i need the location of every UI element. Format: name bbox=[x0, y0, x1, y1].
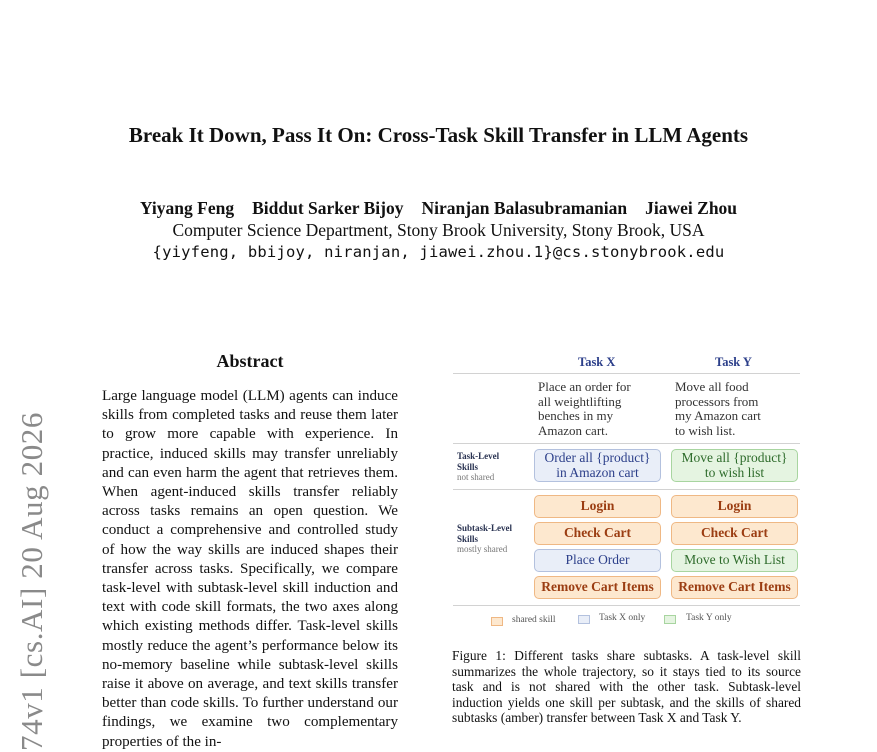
author-name: Biddut Sarker Bijoy bbox=[252, 198, 404, 218]
figure-divider bbox=[453, 605, 800, 606]
task-x-subtask-skill: Login bbox=[534, 495, 661, 518]
legend-label: Task X only bbox=[599, 613, 646, 623]
author-name: Jiawei Zhou bbox=[645, 198, 738, 218]
task-y-swatch bbox=[664, 615, 676, 624]
figure-caption: Figure 1: Different tasks share subtasks. A task-level skill summarizes the whole trajectory, so it stays tied to its source task and is not shared with the other task. Subtask-level induction yields one skill per subtask, and the skills of shared subtasks (amber) transfer between Task X and Task Y. bbox=[452, 648, 801, 726]
author-name: Yiyang Feng bbox=[139, 198, 235, 218]
task-level-row-label: Task-Level Skills not shared bbox=[457, 451, 500, 482]
legend-label: shared skill bbox=[512, 615, 556, 625]
figure-divider bbox=[453, 373, 800, 374]
abstract-heading: Abstract bbox=[216, 351, 284, 371]
legend-label: Task Y only bbox=[686, 613, 732, 623]
task-x-subtask-skill: Remove Cart Items bbox=[534, 576, 661, 599]
task-x-description: Place an order for all weightlifting benches in my Amazon cart. bbox=[538, 379, 631, 438]
figure-divider bbox=[453, 443, 800, 444]
author-emails: {yiyfeng, bbijoy, niranjan, jiawei.zhou.1}@cs.stonybrook.edu bbox=[152, 243, 725, 261]
paper-title: Break It Down, Pass It On: Cross-Task Skill Transfer in LLM Agents bbox=[128, 123, 749, 147]
task-x-subtask-skill: Check Cart bbox=[534, 522, 661, 545]
affiliation: Computer Science Department, Stony Brook University, Stony Brook, USA bbox=[172, 220, 705, 240]
task-y-subtask-skill: Move to Wish List bbox=[671, 549, 798, 572]
task-y-header: Task Y bbox=[715, 355, 752, 369]
subtask-level-sublabel: mostly shared bbox=[457, 544, 508, 554]
task-y-task-level-skill: Move all {product} to wish list bbox=[671, 449, 798, 482]
author-list bbox=[0, 198, 877, 219]
task-x-swatch bbox=[578, 615, 590, 624]
task-y-description: Move all food processors from my Amazon cart to wish list. bbox=[675, 379, 761, 438]
abstract-body: Large language model (LLM) agents can induce skills from completed tasks and reuse them later to grow more capable with experience. In practice, induced skills may transfer unreliably and can even harm the agent that retrieves them. When agent-induced skills transfer reliably across tasks remains an open question. We conduct a comprehensive and controlled study of how the way skills are induced shapes their transfer across tasks. Specifically, we compare task-level with subtask-level skill induction and text with code skill formats, the two axes along which existing methods differ. Task-level skills mostly reduce the agent’s performance below its no-memory baseline while subtask-level skills raise it above on average, and text skills transfer better than code skills. To further understand our findings, we examine two complementary properties of the in- bbox=[102, 388, 398, 750]
shared-swatch bbox=[491, 617, 503, 626]
task-x-header: Task X bbox=[578, 355, 616, 369]
task-level-sublabel: not shared bbox=[457, 472, 495, 482]
task-y-subtask-skill: Remove Cart Items bbox=[671, 576, 798, 599]
author-name: Niranjan Balasubramanian bbox=[421, 198, 628, 218]
task-x-task-level-skill: Order all {product} in Amazon cart bbox=[534, 449, 661, 482]
arxiv-identifier-stamp: 74v1 [cs.AI] 20 Aug 2026 bbox=[14, 411, 49, 751]
figure-divider bbox=[453, 489, 800, 490]
subtask-level-row-label: Subtask-Level Skills mostly shared bbox=[457, 523, 513, 554]
task-y-subtask-skill: Login bbox=[671, 495, 798, 518]
task-x-subtask-skill: Place Order bbox=[534, 549, 661, 572]
task-y-subtask-skill: Check Cart bbox=[671, 522, 798, 545]
